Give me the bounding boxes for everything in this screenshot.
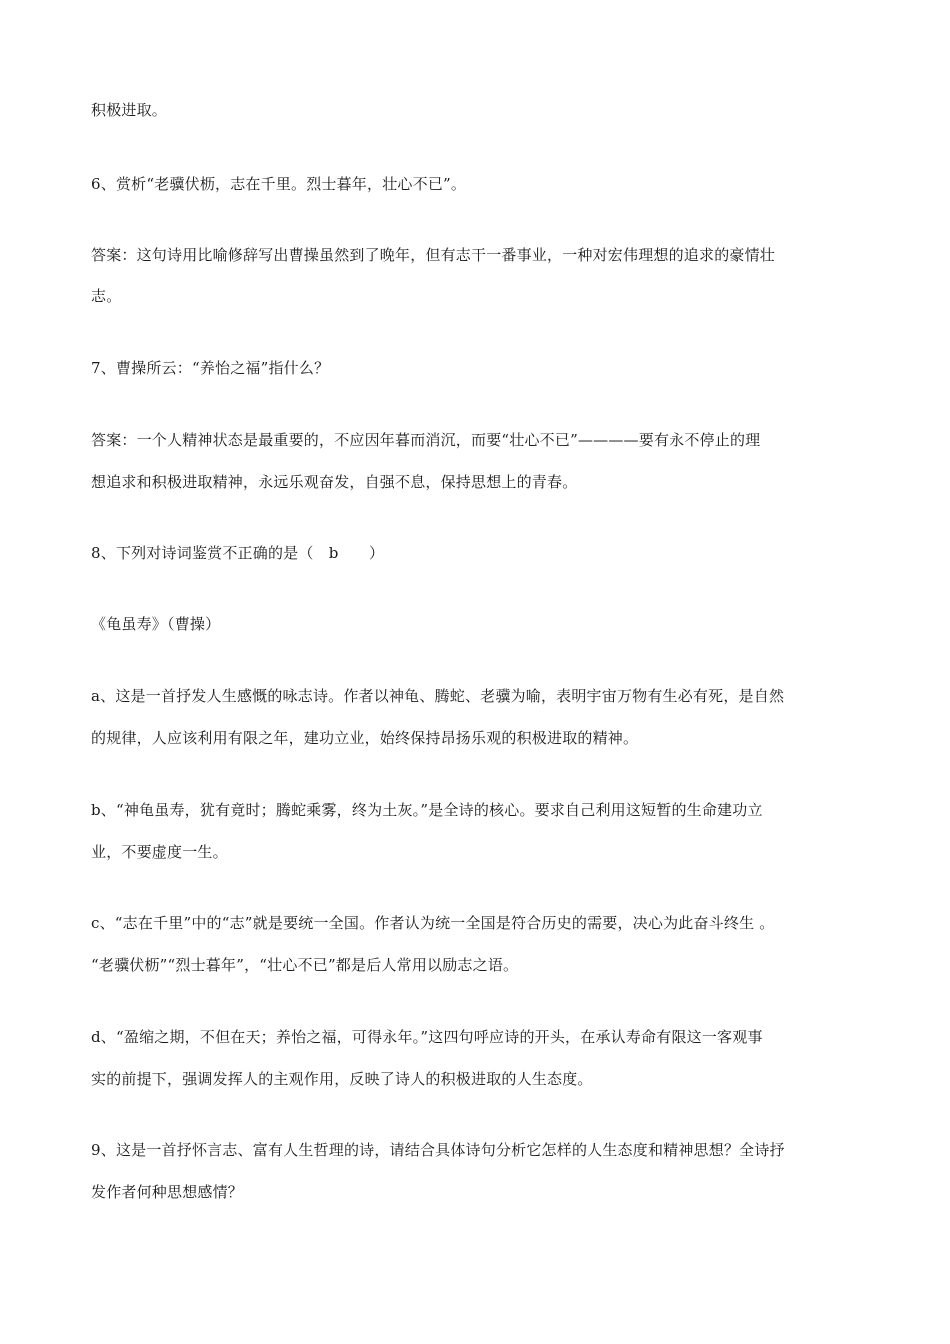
question-7: 7、曹操所云：“养怡之福”指什么？ <box>91 359 330 377</box>
option-c-line-2: “老骥伏枥”“烈士暮年”，“壮心不已”都是后人常用以励志之语。 <box>91 956 519 974</box>
option-d-line-1: d、“盈缩之期，不但在天；养怡之福，可得永年。”这四句呼应诗的开头，在承认寿命有限这一客观事 <box>91 1028 763 1046</box>
answer-6-line-1: 答案：这句诗用比喻修辞写出曹操虽然到了晚年，但有志干一番事业，一种对宏伟理想的追求的豪情壮 <box>91 246 776 264</box>
option-a-line-2: 的规律，人应该利用有限之年，建功立业，始终保持昂扬乐观的积极进取的精神。 <box>91 729 639 747</box>
question-6: 6、赏析“老骥伏枥，志在千里。烈士暮年，壮心不已”。 <box>91 175 467 193</box>
option-b-line-1: b、“神龟虽寿，犹有竟时；腾蛇乘雾，终为土灰。”是全诗的核心。要求自己利用这短暂的生命建功立 <box>91 801 763 819</box>
option-a-line-1: a、这是一首抒发人生感慨的咏志诗。作者以神龟、腾蛇、老骥为喻，表明宇宙万物有生必有死，是自然 <box>91 687 785 705</box>
option-d-line-2: 实的前提下，强调发挥人的主观作用，反映了诗人的积极进取的人生态度。 <box>91 1070 593 1088</box>
answer-6-line-2: 志。 <box>91 287 122 305</box>
option-b-line-2: 业，不要虚度一生。 <box>91 843 228 861</box>
text-line-continuation: 积极进取。 <box>91 101 168 119</box>
question-9-line-1: 9、这是一首抒怀言志、富有人生哲理的诗，请结合具体诗句分析它怎样的人生态度和精神思想？全诗抒 <box>91 1141 785 1159</box>
answer-7-line-2: 想追求和积极进取精神，永远乐观奋发，自强不息，保持思想上的青春。 <box>91 473 578 491</box>
question-8: 8、下列对诗词鉴赏不正确的是（ b ） <box>91 544 385 562</box>
answer-7-line-1: 答案：一个人精神状态是最重要的，不应因年暮而消沉，而要“壮心不已”————要有永不停止的理 <box>91 431 761 449</box>
option-c-line-1: c、“志在千里”中的“志”就是要统一全国。作者认为统一全国是符合历史的需要，决心为此奋斗终生 。 <box>91 914 775 932</box>
poem-title: 《龟虽寿》（曹操） <box>91 615 221 633</box>
question-9-line-2: 发作者何种思想感情？ <box>91 1183 244 1201</box>
